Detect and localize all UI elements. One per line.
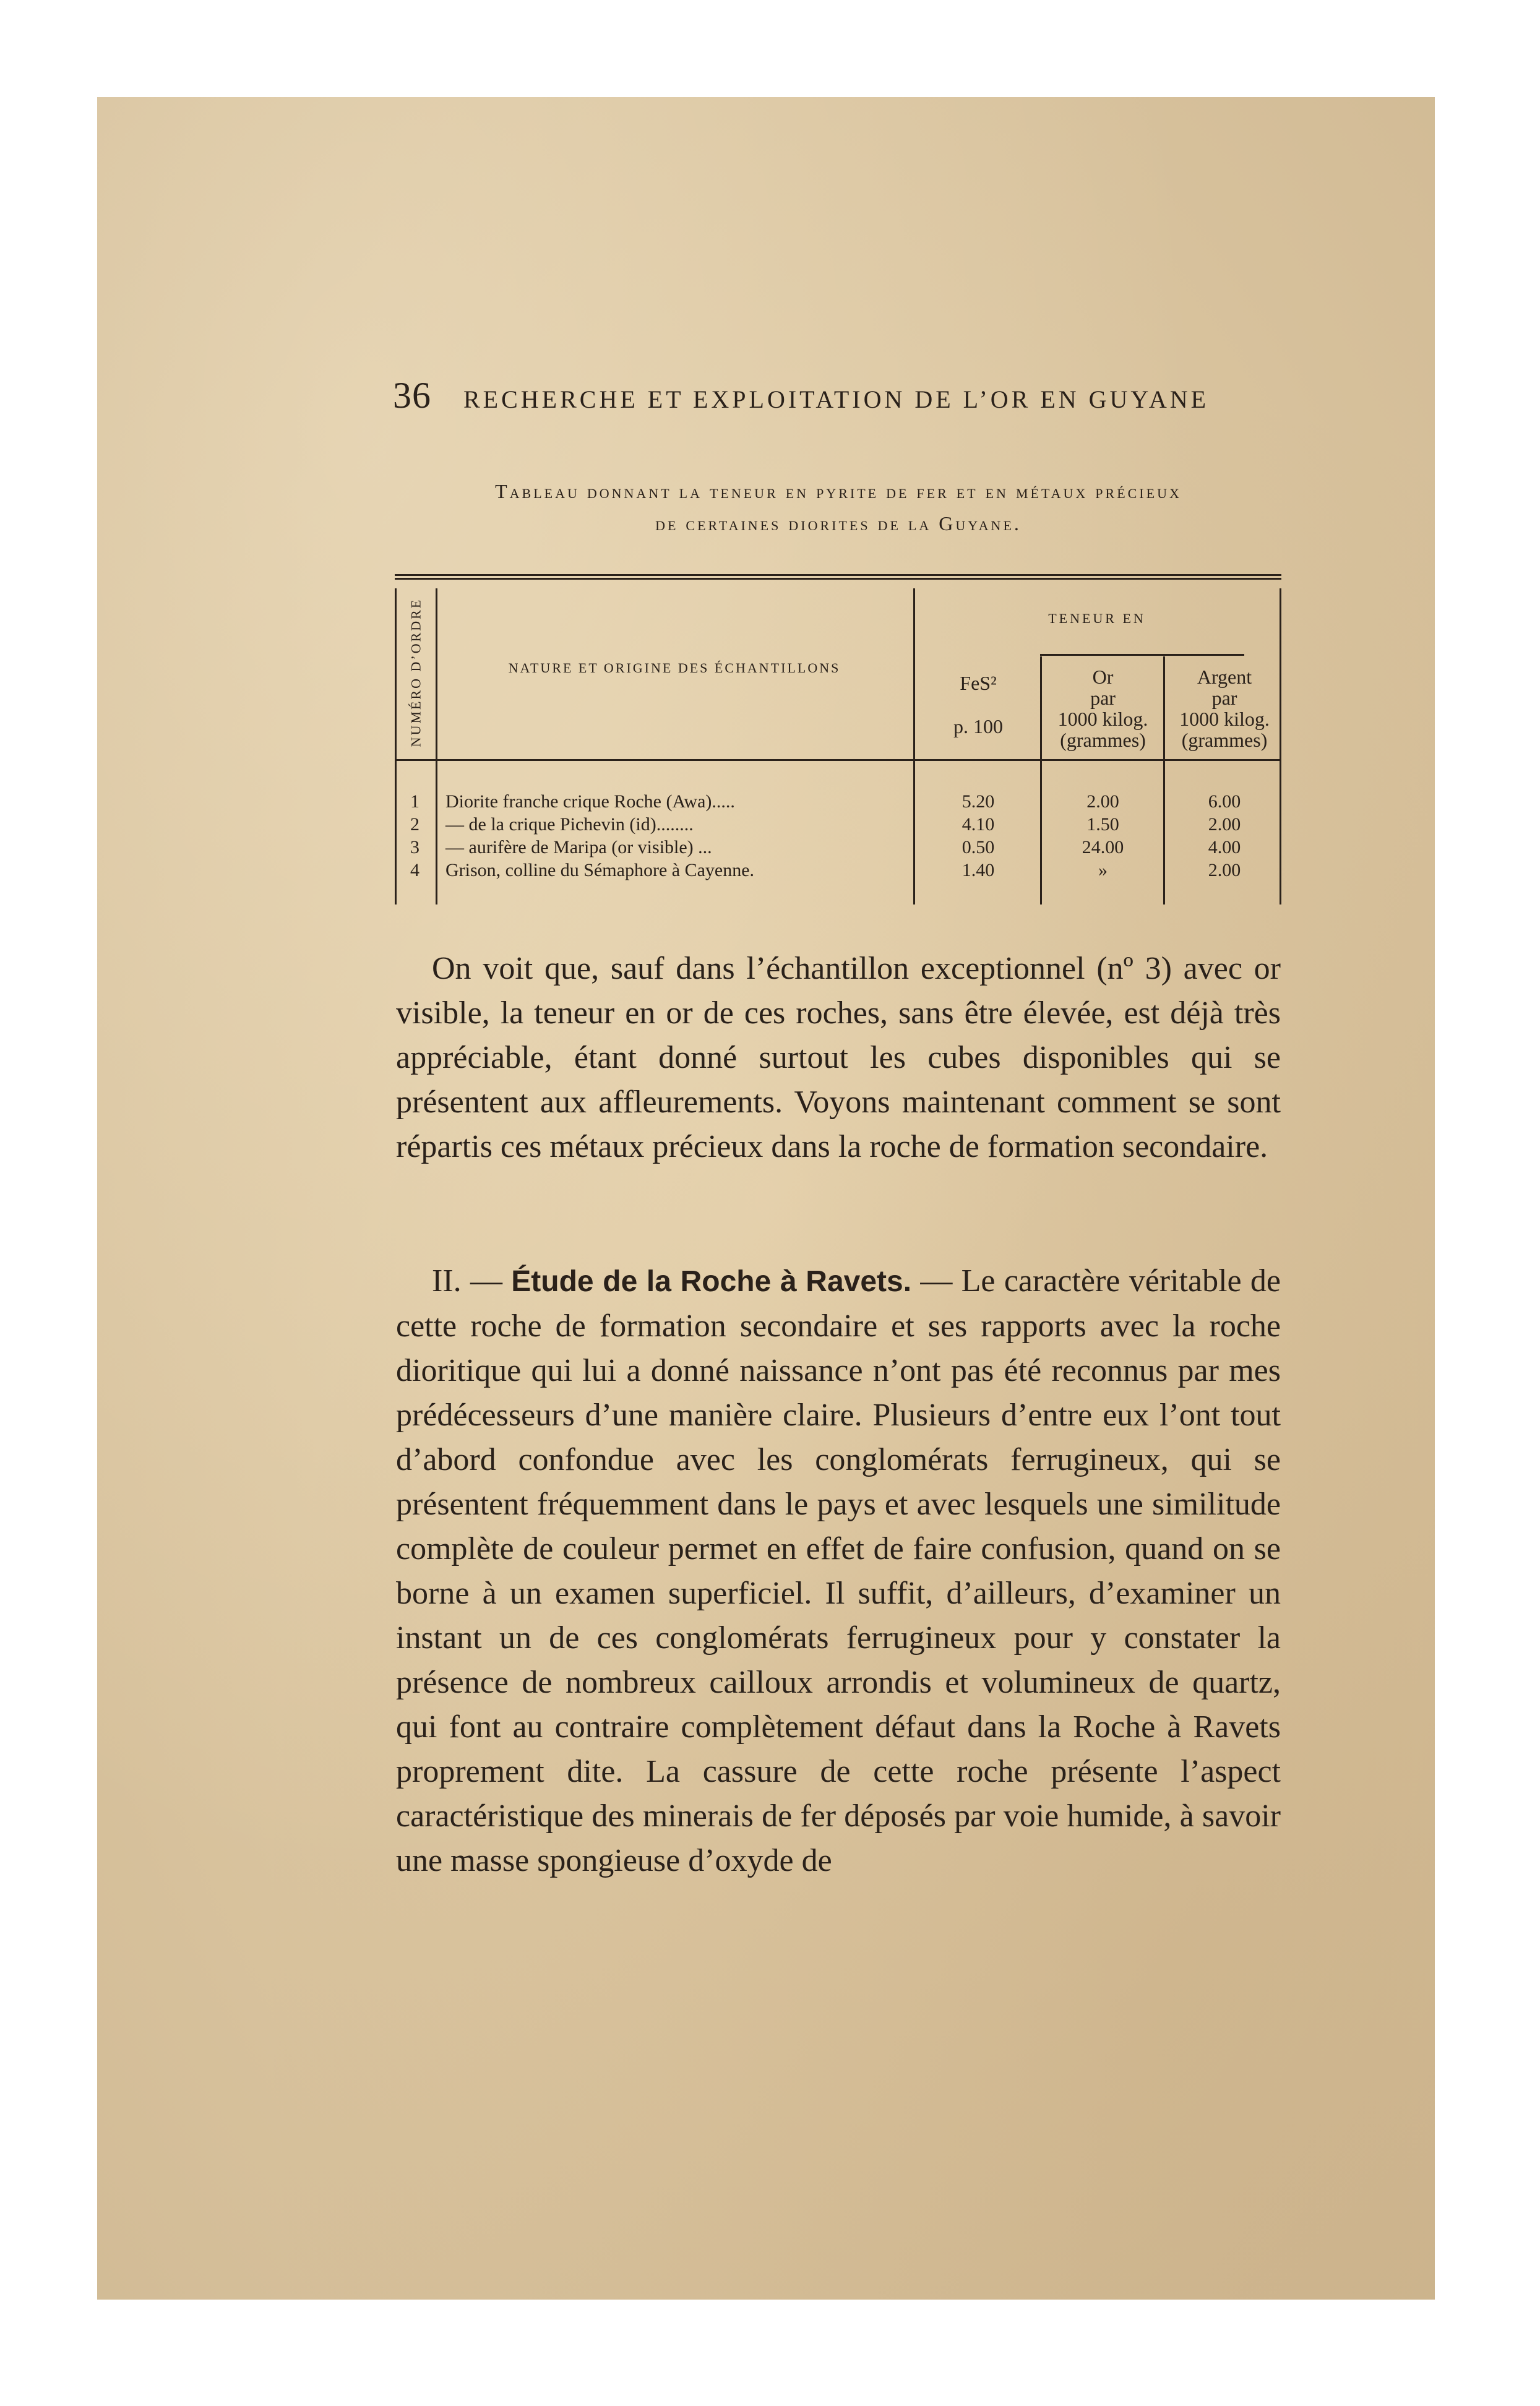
cell-or: 2.00 bbox=[1086, 791, 1119, 812]
cell-nature: — aurifère de Maripa (or visible) ... bbox=[445, 837, 712, 857]
table-rule bbox=[1163, 656, 1165, 904]
running-head-title: RECHERCHE ET EXPLOITATION DE L’OR EN GUYANE bbox=[463, 385, 1210, 413]
header-divider bbox=[395, 759, 1281, 761]
cell-numero: 3 bbox=[410, 837, 419, 857]
table-rule bbox=[395, 588, 397, 904]
running-head bbox=[393, 374, 1284, 424]
table-caption-line-1: Tableau donnant la teneur en pyrite de fer et en métaux précieux bbox=[495, 480, 1182, 502]
section-number: II. — bbox=[432, 1263, 502, 1299]
cell-argent: 2.00 bbox=[1208, 860, 1241, 880]
cell-or: 24.00 bbox=[1082, 837, 1124, 857]
table-rule bbox=[913, 588, 915, 904]
cell-nature: Diorite franche crique Roche (Awa)..... bbox=[445, 791, 735, 812]
cell-argent: 2.00 bbox=[1208, 814, 1241, 835]
header-nature-origine: NATURE ET ORIGINE DES ÉCHANTILLONS bbox=[508, 660, 841, 676]
cell-argent: 6.00 bbox=[1208, 791, 1241, 812]
section-body: — Le caractère véritable de cette roche de formation secondaire et ses rapports avec la roche dioritique qui lui a donné naissance n’ont pas été reconnus par mes prédécesseurs d’une manière claire. Plusieurs d’entre eux l’ont tout d’abord confondue avec les conglomérats ferrugineux, qui se présentent fréquemment dans le pays et avec lesquels une similitude complète de couleur permet en effet de faire confusion, quand on se borne à un examen superficiel. Il suffit, d’ailleurs, d’examiner un instant un de ces conglomérats ferrugineux pour y constater la présence de nombreux cailloux arrondis et volumineux de quartz, qui font au contraire complètement défaut dans la Roche à Ravets proprement dite. La cassure de cette roche présente l’aspect caractéristique des minerais de fer déposés par voie humide, à savoir une masse spongieuse d’oxyde de bbox=[396, 1263, 1281, 1878]
assay-table bbox=[395, 574, 1281, 904]
cell-fes2: 5.20 bbox=[961, 791, 995, 812]
header-or: Or par 1000 kilog. (grammes) bbox=[1057, 666, 1148, 751]
cell-numero: 2 bbox=[410, 814, 419, 835]
cell-numero: 4 bbox=[410, 860, 419, 880]
cell-or: 1.50 bbox=[1086, 814, 1119, 835]
cell-nature: — de la crique Pichevin (id)........ bbox=[445, 814, 694, 835]
paragraph-1: On voit que, sauf dans l’échantillon exceptionnel (nº 3) avec or visible, la teneur en or de ces roches, sans être élevée, est déjà très appréciable, étant donné surtout les cubes disponibles qui se présentent aux affleurements. Voyons maintenant comment se sont répartis ces métaux précieux dans la roche de formation secondaire. bbox=[396, 951, 1281, 1164]
cell-fes2: 4.10 bbox=[961, 814, 995, 835]
cell-nature: Grison, colline du Sémaphore à Cayenne. bbox=[445, 860, 755, 880]
cell-fes2: 0.50 bbox=[961, 837, 995, 857]
cell-fes2: 1.40 bbox=[961, 860, 995, 880]
table-caption bbox=[384, 475, 1293, 539]
cell-argent: 4.00 bbox=[1208, 837, 1241, 857]
table-caption-line-2: de certaines diorites de la Guyane. bbox=[655, 512, 1022, 535]
section-2 bbox=[396, 1259, 1281, 1883]
header-fes2: FeS² p. 100 bbox=[953, 672, 1003, 737]
cell-numero: 1 bbox=[410, 791, 419, 812]
table-rule bbox=[436, 588, 437, 904]
cell-or: » bbox=[1098, 860, 1108, 880]
teneur-divider bbox=[1040, 654, 1244, 656]
page-scan bbox=[97, 97, 1435, 2300]
table-rule bbox=[1040, 656, 1042, 904]
page-number: 36 bbox=[393, 375, 431, 416]
header-teneur-en: TENEUR EN bbox=[1048, 611, 1146, 626]
section-heading: Étude de la Roche à Ravets. bbox=[511, 1265, 912, 1298]
header-argent: Argent par 1000 kilog. (grammes) bbox=[1179, 666, 1270, 751]
header-numero-ordre: NUMÉRO D’ORDRE bbox=[408, 598, 423, 747]
